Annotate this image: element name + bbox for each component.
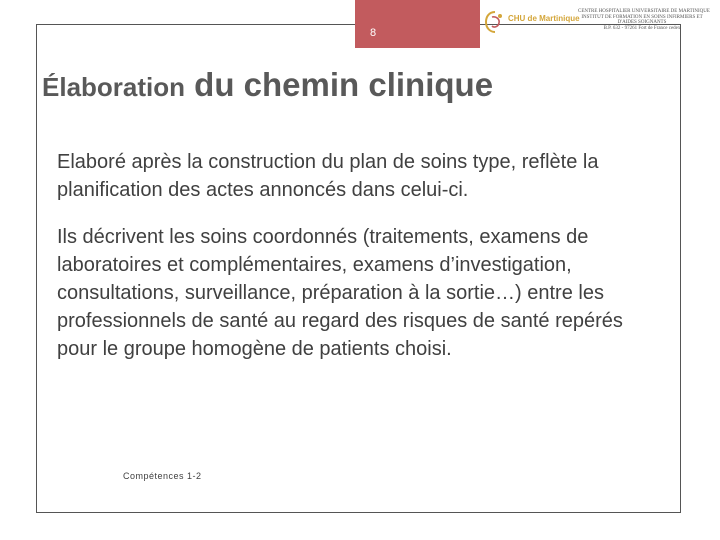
slide-title-rest: du chemin clinique [185,66,494,103]
logo-line: CENTRE HOSPITALIER UNIVERSITAIRE DE MARTINIQUE [578,9,710,14]
slide-title-first-word: Élaboration [42,72,186,102]
slide-footer: Compétences 1-2 [123,471,202,481]
logo-line: INSTITUT DE FORMATION EN SOINS INFIRMIERS ET [581,14,703,20]
slide-number: 8 [370,27,377,39]
body-paragraph-1: Elaboré après la construction du plan de soins type, reflète la planification des actes annoncés dans celui-ci. [57,151,599,201]
logo-address-block [578,9,710,31]
logo-address: B.P. 632 - 97261 Fort de France cedex [603,25,681,31]
logo-line: D'AIDES SOIGNANTS [617,20,667,26]
header-accent-band [355,0,480,48]
slide-title [42,66,493,104]
body-paragraph-2: Ils décrivent les soins coordonnés (traitements, examens de laboratoires et complémentaires, examens d’investigation, consultations, surveillance, préparation à la sortie…) entre les professionnels de santé au regard des risques de santé repérés pour le groupe homogène de patients choisi. [57,226,623,360]
chu-logo-icon [484,10,506,34]
logo-name: CHU de Martinique [508,14,580,23]
institution-logo [480,4,710,44]
slide-body [57,148,667,382]
